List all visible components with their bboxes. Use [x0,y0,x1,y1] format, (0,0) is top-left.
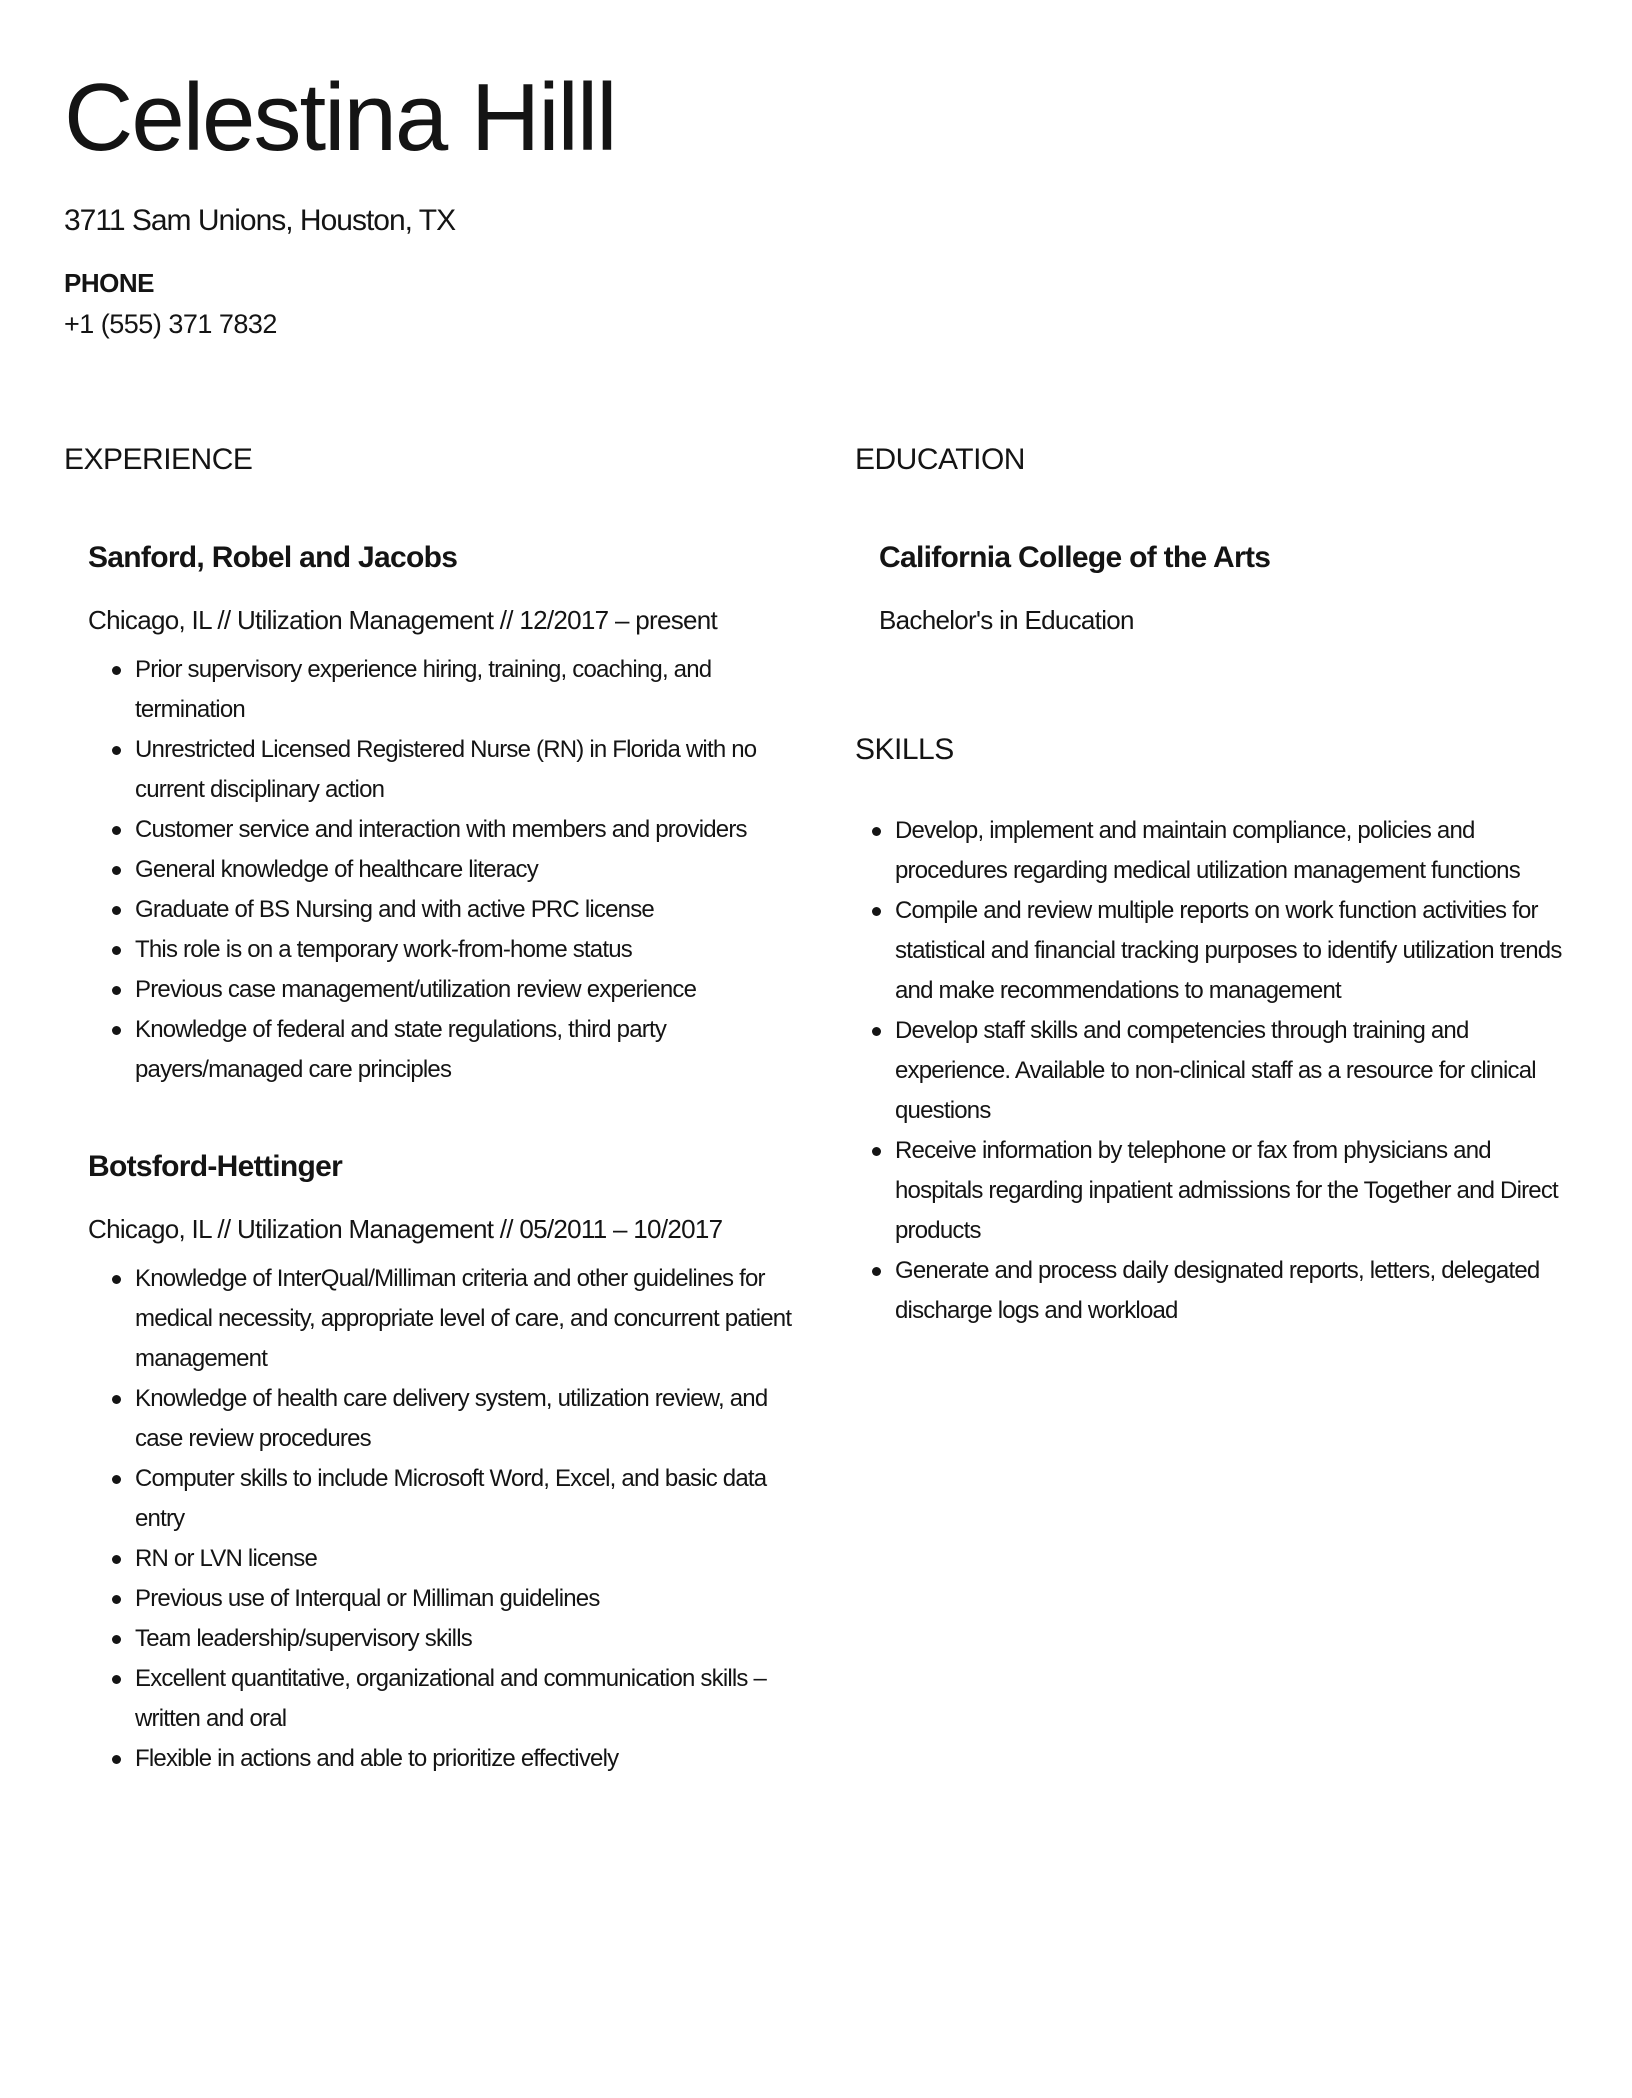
job-bullet-list [88,1259,804,1779]
job-bullet: This role is on a temporary work-from-home status [135,930,804,970]
resume-header [64,64,1568,340]
job-bullet: Knowledge of health care delivery system, utilization review, and case review procedures [135,1379,804,1459]
job-bullet: Previous use of Interqual or Milliman guidelines [135,1579,804,1619]
experience-section [64,418,804,1779]
education-section-title: EDUCATION [855,442,1025,476]
job-bullet: Customer service and interaction with members and providers [135,810,804,850]
job-bullet: Unrestricted Licensed Registered Nurse (RN) in Florida with no current disciplinary action [135,730,804,810]
school-name: California College of the Arts [879,540,1271,574]
phone-label: PHONE [64,268,154,298]
skill-bullet: Receive information by telephone or fax from physicians and hospitals regarding inpatient admissions for the Together and Direct products [895,1131,1568,1251]
address: 3711 Sam Unions, Houston, TX [64,204,456,237]
skill-bullet: Develop, implement and maintain compliance, policies and procedures regarding medical utilization management functions [895,811,1568,891]
two-column-layout [64,418,1568,1779]
job-bullet: Computer skills to include Microsoft Word, Excel, and basic data entry [135,1459,804,1539]
degree: Bachelor's in Education [879,604,1134,635]
job-bullet: Team leadership/supervisory skills [135,1619,804,1659]
job-bullet: General knowledge of healthcare literacy [135,850,804,890]
skill-bullet: Compile and review multiple reports on work function activities for statistical and financial tracking purposes to identify utilization trends and make recommendations to management [895,891,1568,1011]
company-name: Botsford-Hettinger [88,1149,343,1183]
job-meta: Chicago, IL // Utilization Management // 12/2017 – present [88,604,718,635]
phone-number: +1 (555) 371 7832 [64,309,277,339]
job-bullet: Knowledge of InterQual/Milliman criteria and other guidelines for medical necessity, appropriate level of care, and concurrent patient management [135,1259,804,1379]
job-bullet: RN or LVN license [135,1539,804,1579]
company-name: Sanford, Robel and Jacobs [88,540,458,574]
skill-bullet: Develop staff skills and competencies through training and experience. Available to non-clinical staff as a resource for clinical questions [895,1011,1568,1131]
experience-section-title: EXPERIENCE [64,442,253,476]
experience-entry [88,541,804,1090]
job-bullet-list [88,650,804,1090]
job-bullet: Flexible in actions and able to prioritize effectively [135,1739,804,1779]
job-bullet: Previous case management/utilization review experience [135,970,804,1010]
skills-section [855,733,1568,1331]
skills-section-title: SKILLS [855,732,954,766]
job-meta: Chicago, IL // Utilization Management // 05/2011 – 10/2017 [88,1213,723,1244]
person-name: Celestina Hilll [64,64,616,171]
skill-bullet: Generate and process daily designated reports, letters, delegated discharge logs and workload [895,1251,1568,1331]
experience-entry [88,1150,804,1779]
education-entry [879,541,1568,636]
job-bullet: Excellent quantitative, organizational and communication skills – written and oral [135,1659,804,1739]
job-bullet: Graduate of BS Nursing and with active PRC license [135,890,804,930]
skills-bullet-list [855,811,1568,1331]
job-bullet: Knowledge of federal and state regulations, third party payers/managed care principles [135,1010,804,1090]
right-column [855,418,1568,1779]
job-bullet: Prior supervisory experience hiring, training, coaching, and termination [135,650,804,730]
education-section [855,443,1568,636]
